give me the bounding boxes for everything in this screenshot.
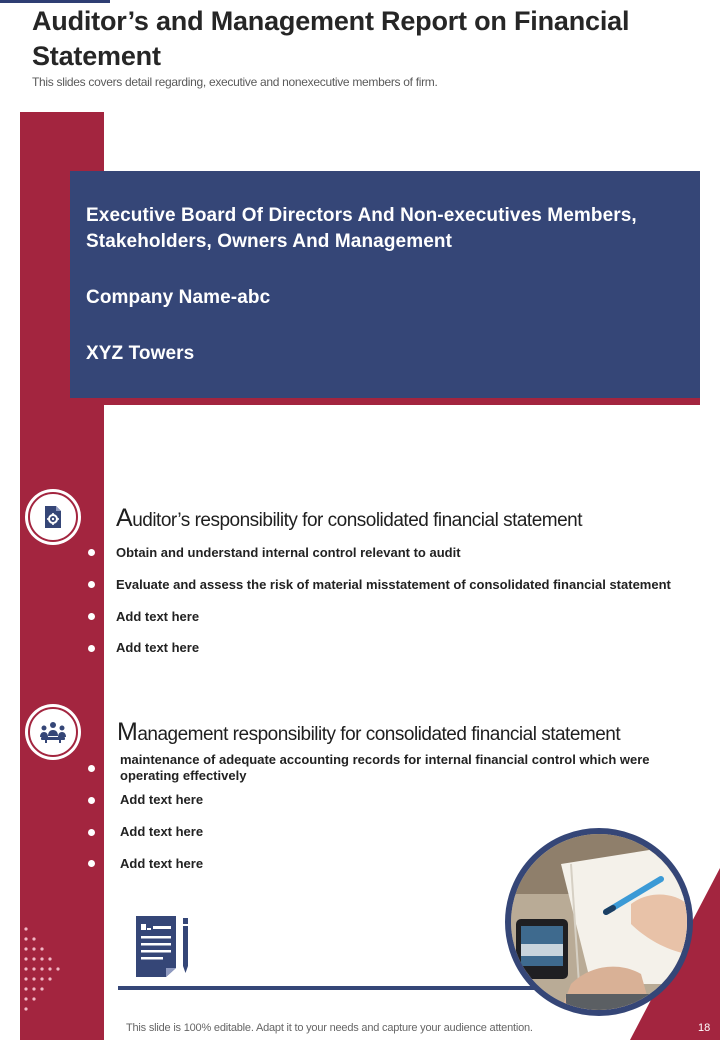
- management-item: Add text here: [120, 824, 204, 839]
- top-accent-line: [0, 0, 110, 3]
- auditor-heading-rest: uditor’s responsibility for consolidated financial statement: [132, 510, 583, 531]
- auditor-item: Obtain and understand internal control relevant to audit: [116, 545, 461, 560]
- auditor-item: Add text here: [116, 609, 200, 624]
- page-subtitle: This slides covers detail regarding, executive and nonexecutive members of firm.: [32, 75, 438, 89]
- bullet-marker: [87, 796, 96, 805]
- auditor-section-icon: [28, 492, 78, 542]
- auditor-heading-initial: A: [116, 504, 133, 532]
- auditor-item: Add text here: [116, 640, 200, 655]
- page-number: 18: [698, 1022, 711, 1034]
- meeting-team-icon: [39, 721, 67, 743]
- auditor-item: Evaluate and assess the risk of material misstatement of consolidated financial statement: [116, 577, 671, 592]
- bullet-marker: [87, 612, 96, 621]
- company-name: Company Name-abc: [86, 287, 271, 308]
- bullet-marker: [87, 548, 96, 557]
- dot-pattern-decoration: [22, 925, 72, 1015]
- auditor-section-heading: [116, 504, 582, 533]
- bullet-marker: [87, 580, 96, 589]
- footer-note: This slide is 100% editable. Adapt it to your needs and capture your audience attention.: [126, 1022, 533, 1034]
- management-section-icon: [28, 707, 78, 757]
- management-heading-initial: M: [117, 718, 138, 746]
- management-item: Add text here: [120, 792, 204, 807]
- document-gear-icon: [40, 504, 66, 530]
- bullet-marker: [87, 828, 96, 837]
- bottom-divider: [118, 986, 598, 990]
- bullet-marker: [87, 764, 96, 773]
- report-document-icon: [133, 914, 195, 978]
- page-title: Auditor’s and Management Report on Financial Statement: [32, 6, 630, 71]
- company-address: XYZ Towers: [86, 343, 195, 364]
- bullet-marker: [87, 644, 96, 653]
- board-members-text: Executive Board Of Directors And Non-executives Members, Stakeholders, Owners And Management: [86, 205, 637, 252]
- management-item: maintenance of adequate accounting records for internal financial control which were operating effectively: [120, 752, 650, 783]
- management-item: Add text here: [120, 856, 204, 871]
- photo-illustration: [511, 834, 687, 1010]
- bullet-marker: [87, 859, 96, 868]
- info-box: [70, 171, 700, 398]
- management-heading-rest: anagement responsibility for consolidated financial statement: [137, 724, 621, 745]
- management-section-heading: [117, 718, 620, 747]
- photo-writing-notes: [505, 828, 693, 1016]
